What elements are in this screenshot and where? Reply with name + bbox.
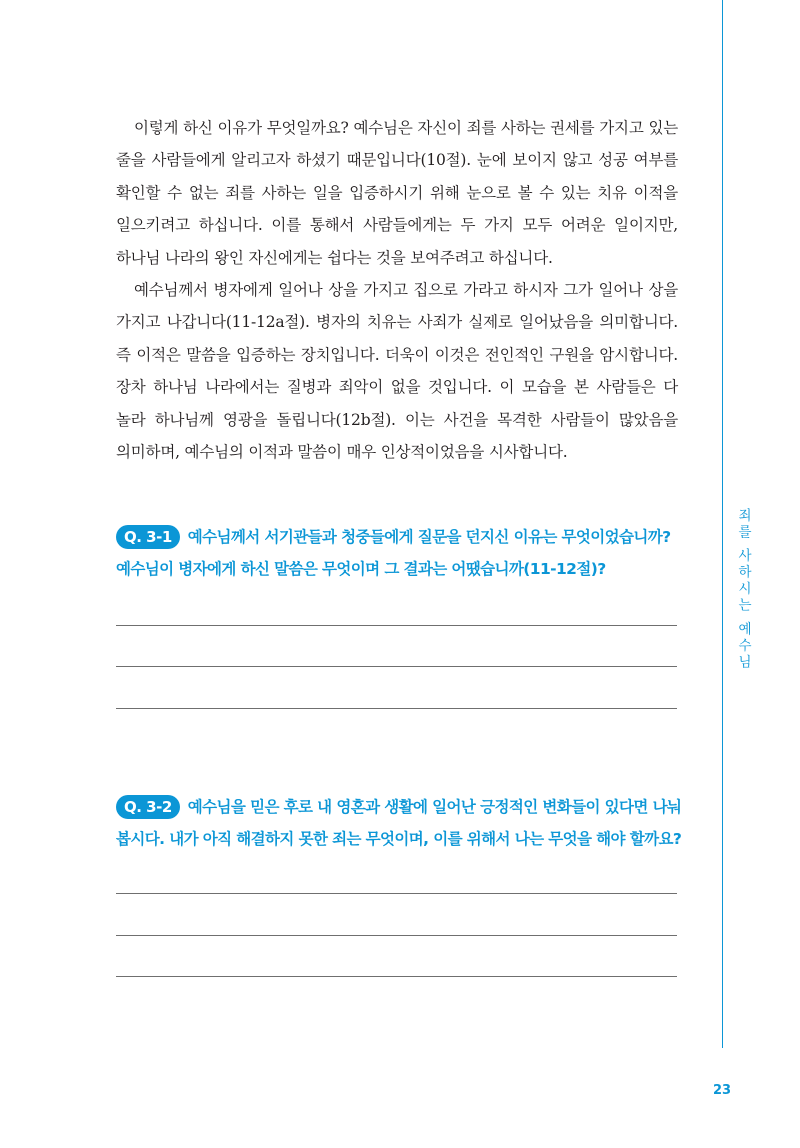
sidebar-rule: [722, 0, 723, 1048]
sidebar-chapter-title: 죄를 사하시는 예수님: [735, 508, 751, 672]
paragraph-1: 이렇게 하신 이유가 무엇일까요? 예수님은 자신이 죄를 사하는 권세를 가지고 있는 줄을 사람들에게 알리고자 하셨기 때문입니다(10절). 눈에 보이지 않고 성공 여부를 확인할 수 없는 죄를 사하는 일을 입증하시기 위해 눈으로 볼 수 있는 치유 이적을 일으키려고 하십니다. 이를 통해서 사람들에게는 두 가지 모두 어려운 일이지만, 하나님 나라의 왕인 자신에게는 쉽다는 것을 보여주려고 하십니다.: [116, 119, 678, 267]
question-3-1-body: 예수님께서 서기관들과 청중들에게 질문을 던지신 이유는 무엇이었습니까? 예수님이 병자에게 하신 말씀은 무엇이며 그 결과는 어땠습니까(11-12절)?: [116, 528, 671, 578]
paragraph-2: 예수님께서 병자에게 일어나 상을 가지고 집으로 가라고 하시자 그가 일어나 상을 가지고 나갑니다(11-12a절). 병자의 치유는 사죄가 실제로 일어났음을 의미합니다. 즉 이적은 말씀을 입증하는 장치입니다. 더욱이 이것은 전인적인 구원을 암시합니다. 장차 하나님 나라에서는 질병과 죄악이 없을 것입니다. 이 모습을 본 사람들은 다 놀라 하나님께 영광을 돌립니다(12b절). 이는 사건을 목격한 사람들이 많았음을 의미하며, 예수님의 이적과 말씀이 매우 인상적이었음을 시사합니다.: [116, 281, 678, 462]
question-3-1-text: [116, 521, 686, 585]
answer-line-3-1-2: [116, 666, 677, 667]
question-3-2-text: [116, 791, 686, 855]
answer-line-3-2-3: [116, 976, 677, 977]
page-number: 23: [712, 1083, 732, 1098]
body-text: [116, 112, 678, 468]
answer-line-3-1-1: [116, 625, 677, 626]
question-3-1: [116, 521, 686, 585]
question-badge-3-2: Q. 3-2: [116, 795, 180, 819]
question-3-2: [116, 791, 686, 855]
question-3-2-body: 예수님을 믿은 후로 내 영혼과 생활에 일어난 긍정적인 변화들이 있다면 나눠 봅시다. 내가 아직 해결하지 못한 죄는 무엇이며, 이를 위해서 나는 무엇을 해야 할까요?: [116, 798, 682, 848]
answer-line-3-1-3: [116, 708, 677, 709]
question-badge-3-1: Q. 3-1: [116, 525, 180, 549]
answer-line-3-2-2: [116, 935, 677, 936]
answer-line-3-2-1: [116, 893, 677, 894]
